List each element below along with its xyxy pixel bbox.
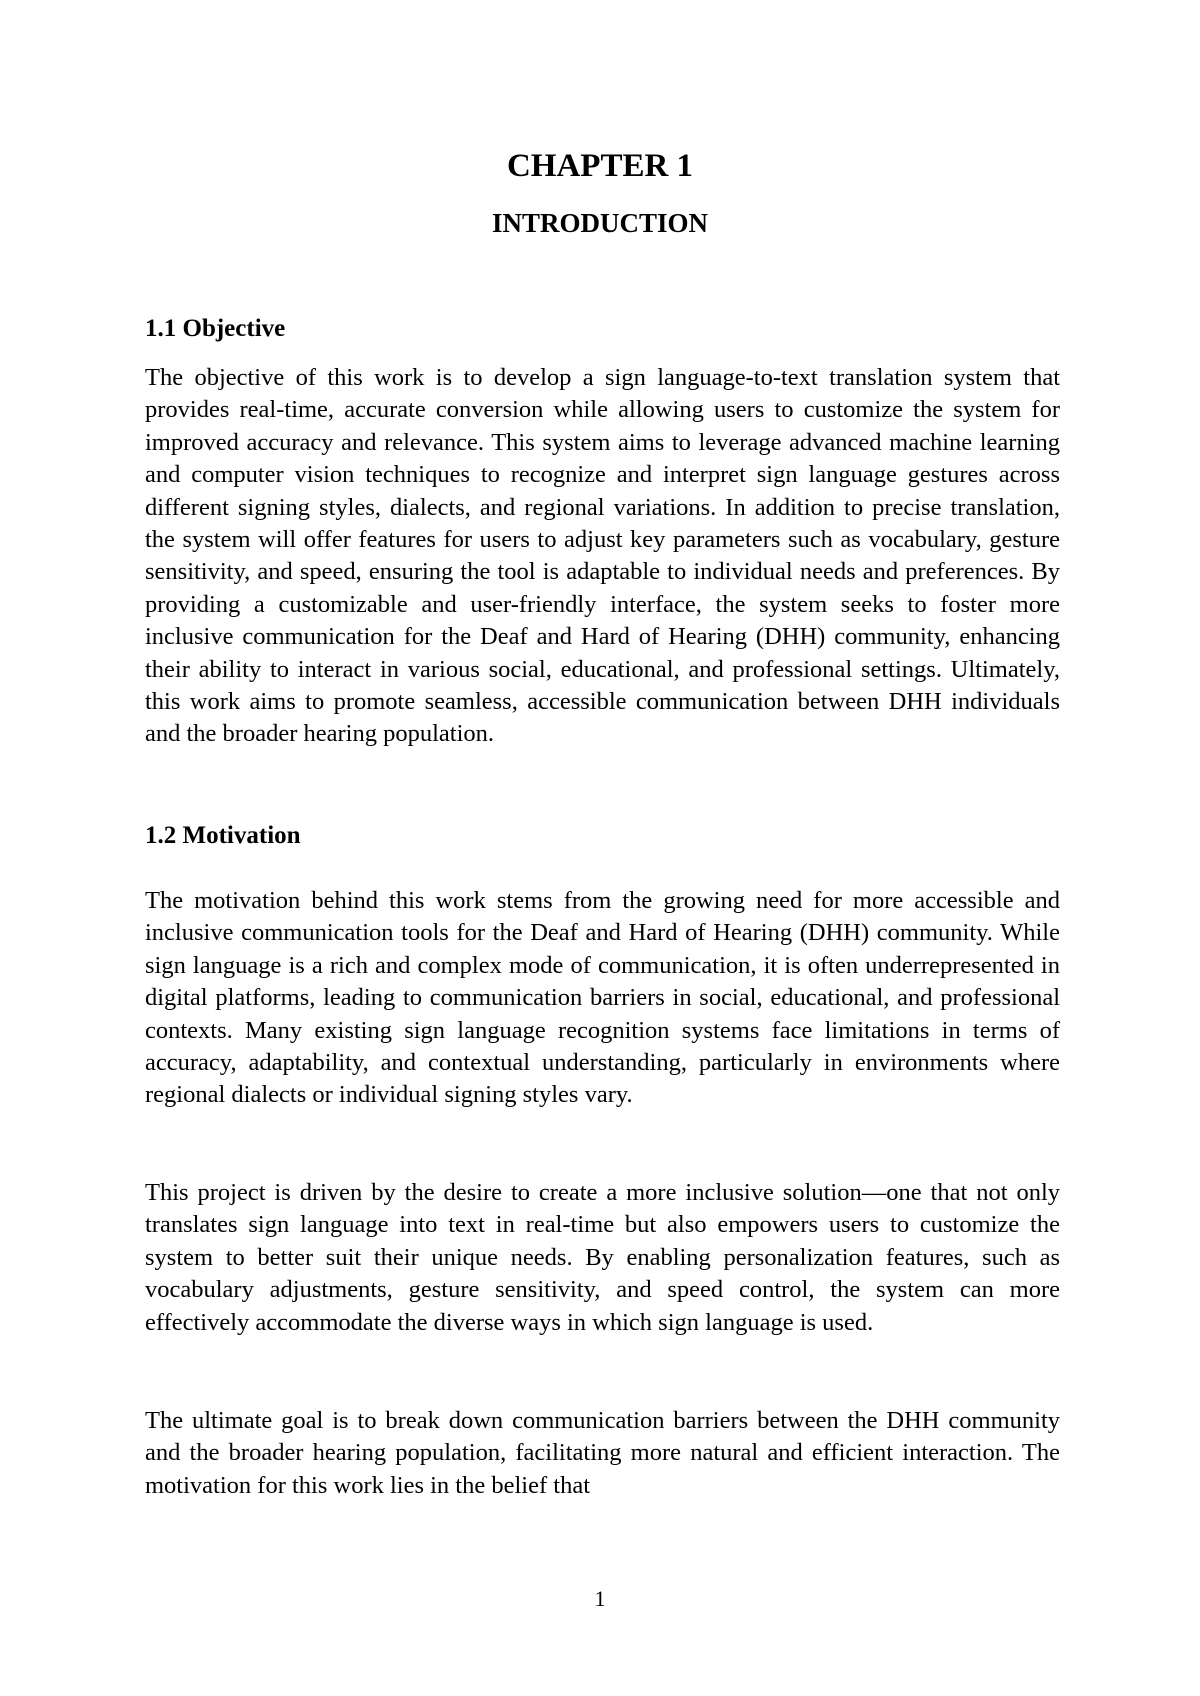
section-heading-objective: 1.1 Objective xyxy=(145,315,286,342)
section-heading-motivation: 1.2 Motivation xyxy=(145,822,301,849)
motivation-paragraph-2: This project is driven by the desire to create a more inclusive solution—one that not only translates sign language into text in real-time but also empowers users to customize the system to better suit their unique needs. By enabling personalization features, such as vocabulary adjustments, gesture sensitivity, and speed control, the system can more effectively accommodate the diverse ways in which sign language is used. xyxy=(145,1179,1060,1336)
chapter-title: INTRODUCTION xyxy=(491,208,709,238)
objective-paragraph: The objective of this work is to develop a sign language-to-text translation system that provides real-time, accurate conversion while allowing users to customize the system for improved accuracy and relevance. This system aims to leverage advanced machine learning and computer vision techniques to recognize and interpret sign language gestures across different signing styles, dialects, and regional variations. In addition to precise translation, the system will offer features for users to adjust key parameters such as vocabulary, gesture sensitivity, and speed, ensuring the tool is adaptable to individual needs and preferences. By providing a customizable and user-friendly interface, the system seeks to foster more inclusive communication for the Deaf and Hard of Hearing (DHH) community, enhancing their ability to interact in various social, educational, and professional settings. Ultimately, this work aims to promote seamless, accessible communication between DHH individuals and the broader hearing population. xyxy=(145,364,1060,748)
page-number: 1 xyxy=(594,1586,606,1611)
motivation-paragraph-3: The ultimate goal is to break down communication barriers between the DHH community and the broader hearing population, facilitating more natural and efficient interaction. The motivation for this work lies in the belief that xyxy=(145,1407,1060,1499)
motivation-paragraph-1: The motivation behind this work stems from the growing need for more accessible and inclusive communication tools for the Deaf and Hard of Hearing (DHH) community. While sign language is a rich and complex mode of communication, it is often underrepresented in digital platforms, leading to communication barriers in social, educational, and professional contexts. Many existing sign language recognition systems face limitations in terms of accuracy, adaptability, and contextual understanding, particularly in environments where regional dialects or individual signing styles vary. xyxy=(145,887,1060,1109)
chapter-number: CHAPTER 1 xyxy=(506,148,694,184)
